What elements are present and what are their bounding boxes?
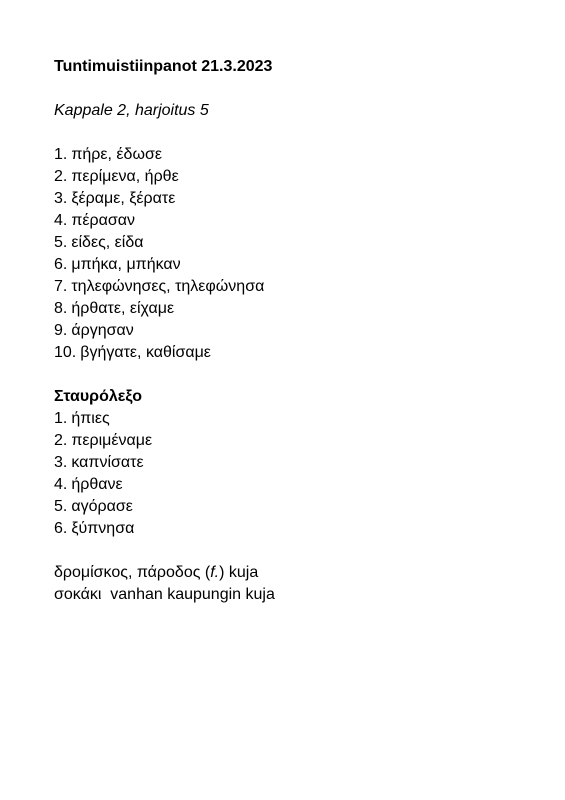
exercise-list xyxy=(54,144,534,364)
list-item: 5. αγόρασε xyxy=(54,498,133,515)
list-item: 7. τηλεφώνησες, τηλεφώνησα xyxy=(54,278,265,295)
spacer xyxy=(54,78,534,100)
spacer xyxy=(54,122,534,144)
list-item: 1. πήρε, έδωσε xyxy=(54,146,162,163)
list-item: 2. περιμέναμε xyxy=(54,432,153,449)
list-item: 9. άργησαν xyxy=(54,322,134,339)
list-item: 1. ήπιες xyxy=(54,410,110,427)
spacer xyxy=(54,540,534,562)
list-item: 4. πέρασαν xyxy=(54,212,135,229)
list-item: 2. περίμενα, ήρθε xyxy=(54,168,179,185)
list-item: 8. ήρθατε, είχαμε xyxy=(54,300,175,317)
list-item: 6. ξύπνησα xyxy=(54,520,135,537)
crossword-list xyxy=(54,408,534,540)
list-item: 6. μπήκα, μπήκαν xyxy=(54,256,181,273)
vocab-line-1: δρομίσκος, πάροδος (f.) kuja xyxy=(54,564,259,581)
list-item: 3. ξέραμε, ξέρατε xyxy=(54,190,176,207)
list-item: 10. βγήγατε, καθίσαμε xyxy=(54,344,211,361)
list-item: 4. ήρθανε xyxy=(54,476,123,493)
crossword-heading: Σταυρόλεξο xyxy=(54,388,143,405)
document-content xyxy=(54,56,534,606)
list-item: 5. είδες, είδα xyxy=(54,234,144,251)
exercise-subtitle: Kappale 2, harjoitus 5 xyxy=(54,102,209,119)
vocab-line-2: σοκάκι vanhan kaupungin kuja xyxy=(54,586,275,603)
spacer xyxy=(54,364,534,386)
page-title: Tuntimuistiinpanot 21.3.2023 xyxy=(54,58,273,75)
list-item: 3. καπνίσατε xyxy=(54,454,144,471)
